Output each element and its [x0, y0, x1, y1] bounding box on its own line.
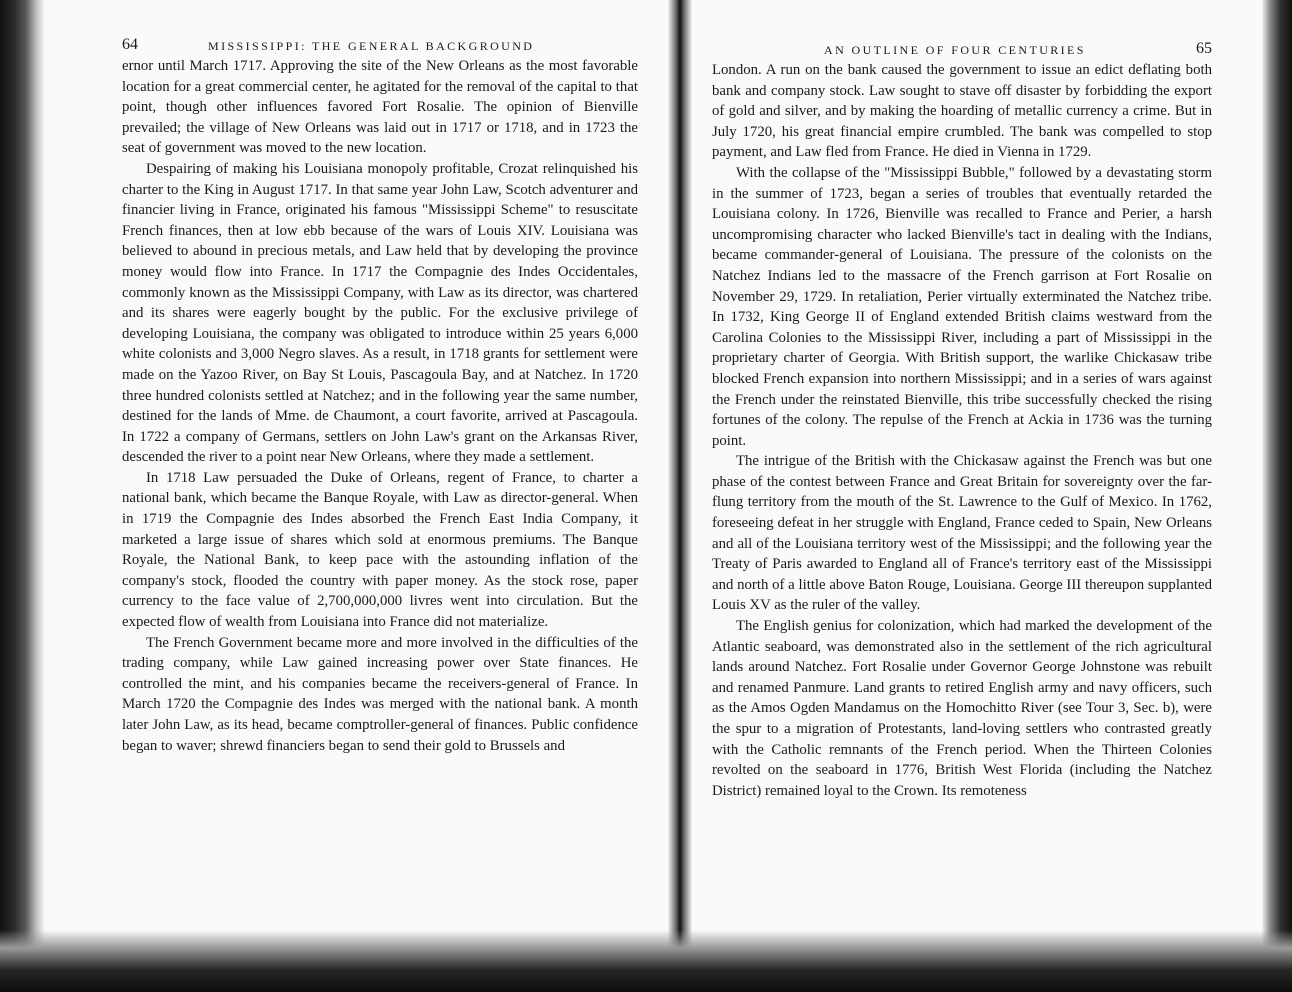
left-paragraph-4: The French Government became more and more involved in the difficulties of the trading company, while Law gained increasing power over State finances. He controlled the mint, and his companies became the receivers-general of France. In March 1720 the Compagnie des Indes was merged with the national bank. A month later John Law, as its head, became comptroller-general of finances. Public confidence began to waver; shrewd financiers began to send their gold to Brussels and: [122, 634, 638, 754]
left-page-number: 64: [122, 36, 138, 53]
right-paragraph-2: With the collapse of the "Mississippi Bubble," followed by a devastating storm in the summer of 1723, began a series of troubles that eventually retarded the Louisiana colony. In 1726, Bienville was recalled to France and Perier, a harsh uncompromising character who lacked Bienville's tact in dealing with the Indians, became commander-general of Louisiana. The pressure of the colonists on the Natchez Indians led to the massacre of the French garrison at Fort Rosalie on November 29, 1729. In retaliation, Perier virtually exterminated the Natchez tribe. In 1732, King George II of England extended British claims westward from the Carolina Colonies to the Mississippi River, including a part of Mississippi in the proprietary charter of Georgia. With British support, the warlike Chickasaw tribe blocked French expansion into northern Mississippi; and in a series of wars against the French under the reinstated Bienville, this tribe successfully checked the rising fortunes of the colony. The repulse of the French at Ackia in 1736 was the turning point.: [712, 164, 1212, 449]
right-running-head: [712, 40, 1212, 60]
right-page: [712, 40, 1212, 801]
book-gutter: [668, 0, 692, 992]
bottom-page-edge-shadow: [0, 930, 1292, 992]
left-page-edge-shadow: [0, 0, 44, 992]
right-paragraph-4: The English genius for colonization, which had marked the development of the Atlantic seaboard, was demonstrated also in the settlement of the rich agricultural lands around Natchez. Fort Rosalie under Governor George Johnstone was rebuilt and renamed Panmure. Land grants to retired English army and navy officers, such as the Amos Ogden Mandamus on the Homochitto River (see Tour 3, Sec. b), were the spur to a migration of Protestants, land-loving settlers who contrasted greatly with the Catholic remnants of the French period. When the Thirteen Colonies revolted on the seaboard in 1776, British West Florida (including the Natchez District) remained loyal to the Crown. Its remoteness: [712, 618, 1212, 799]
right-paragraph-1: London. A run on the bank caused the government to issue an edict deflating both bank and company stock. Law sought to stave off disaster by forbidding the export of gold and silver, and by making the hoarding of metallic currency a crime. But in July 1720, his great financial empire crumbled. The bank was compelled to stop payment, and Law fled from France. He died in Vienna in 1729.: [712, 62, 1212, 161]
right-page-number: 65: [1196, 40, 1212, 57]
left-paragraph-3: In 1718 Law persuaded the Duke of Orleans, regent of France, to charter a national bank, which became the Banque Royale, with Law as director-general. When in 1719 the Compagnie des Indes absorbed the French East India Company, it marketed a large issue of shares which sold at enormous premiums. The Banque Royale, the National Bank, to keep pace with the astounding inflation of the company's stock, flooded the country with paper money. As the stock rose, paper currency to the face value of 2,700,000,000 livres went into circulation. But the expected flow of wealth from Louisiana into France did not materialize.: [122, 469, 638, 631]
right-body-text: [712, 60, 1212, 801]
left-running-head: [122, 36, 638, 56]
right-paragraph-3: The intrigue of the British with the Chickasaw against the French was but one phase of the contest between France and Great Britain for sovereignty over the far-flung territory from the mouth of the St. Lawrence to the Gulf of Mexico. In 1762, foreseeing defeat in her struggle with England, France ceded to Spain, New Orleans and all of the Louisiana territory west of the Mississippi; and the following year the Treaty of Paris awarded to England all of France's territory east of the Mississippi and north of a little above Baton Rouge, Louisiana. George III thereupon supplanted Louis XV as the ruler of the valley.: [712, 453, 1212, 614]
right-running-title: AN OUTLINE OF FOUR CENTURIES: [824, 43, 1086, 57]
left-paragraph-1: ernor until March 1717. Approving the site of the New Orleans as the most favorable location for a great commercial center, he agitated for the removal of the capital to that point, though other influences favored Fort Rosalie. The opinion of Bienville prevailed; the village of New Orleans was laid out in 1717 or 1718, and in 1723 the seat of government was moved to the new location.: [122, 58, 638, 157]
left-body-text: [122, 56, 638, 756]
left-paragraph-2: Despairing of making his Louisiana monopoly profitable, Crozat relinquished his charter to the King in August 1717. In that same year John Law, Scotch adventurer and financier living in France, originated his famous "Mississippi Scheme" to resuscitate French finances, then at low ebb because of the wars of Louis XIV. Louisiana was believed to abound in precious metals, and Law held that by developing the province money would flow into France. In 1717 the Compagnie des Indes Occidentales, commonly known as the Mississippi Company, with Law as its director, was chartered and its shares were eagerly bought by the public. For the exclusive privilege of developing Louisiana, the company was obligated to introduce within 25 years 6,000 white colonists and 3,000 Negro slaves. As a result, in 1718 grants for settlement were made on the Yazoo River, on Bay St Louis, Pascagoula Bay, and at Natchez. In 1720 three hundred colonists settled at Natchez; and in the following year the same number, destined for the lands of Mme. de Chaumont, a court favorite, arrived at Pascagoula. In 1722 a company of Germans, settlers on John Law's grant on the Arkansas River, descended the river to a point near New Orleans, where they made a settlement.: [122, 160, 638, 466]
left-page: [122, 36, 638, 756]
left-running-title: MISSISSIPPI: THE GENERAL BACKGROUND: [208, 39, 535, 53]
right-page-edge-shadow: [1262, 0, 1292, 992]
